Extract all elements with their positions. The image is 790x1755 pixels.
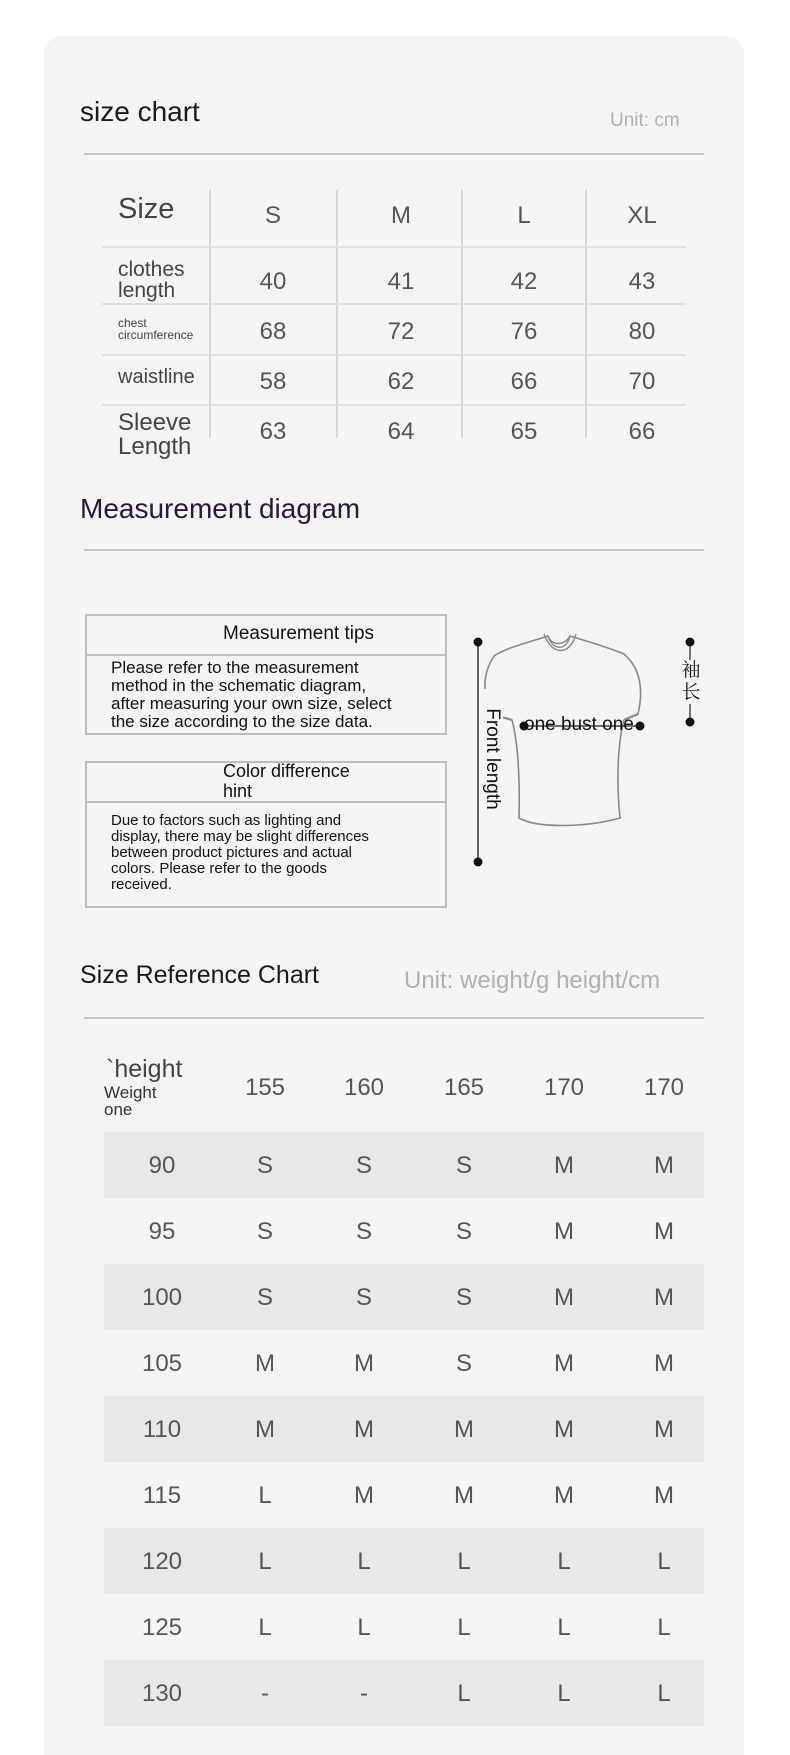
size-cell: S <box>256 1152 273 1179</box>
tip-line: the size according to the size data. <box>111 712 373 731</box>
size-cell: S <box>455 1152 472 1179</box>
size-cell: M <box>654 1482 674 1509</box>
row-label-sleeve-length <box>118 411 191 459</box>
corner-weight-line: Weight <box>104 1083 157 1102</box>
size-cell: M <box>255 1350 275 1377</box>
size-cell: L <box>258 1548 272 1575</box>
height-header: 160 <box>343 1074 385 1101</box>
weight-cell: 125 <box>141 1614 183 1641</box>
row-label-line: Length <box>118 433 192 460</box>
table-cell: 70 <box>628 368 656 395</box>
row-label-line: circumference <box>118 328 194 342</box>
size-column-header: Size <box>118 193 175 225</box>
grid-line <box>461 190 463 438</box>
table-cell: 43 <box>628 268 656 295</box>
grid-line <box>336 190 338 438</box>
table-cell: 72 <box>387 318 415 345</box>
size-cell: S <box>355 1218 372 1245</box>
size-cell: L <box>357 1614 371 1641</box>
size-cell: L <box>557 1614 571 1641</box>
tip-line: Please refer to the measurement <box>111 658 359 677</box>
weight-cell: 120 <box>141 1548 183 1575</box>
table-cell: 68 <box>259 318 287 345</box>
size-cell: S <box>455 1284 472 1311</box>
measurement-tips-text <box>111 659 392 731</box>
row-label-line: length <box>118 279 176 302</box>
grid-line <box>209 190 211 438</box>
corner-weight-line: one <box>104 1100 133 1119</box>
size-cell: L <box>457 1548 471 1575</box>
table-cell: 63 <box>259 418 287 445</box>
hint-line: Due to factors such as lighting and <box>111 812 342 829</box>
size-chart-divider <box>84 153 704 155</box>
tips-separator <box>85 654 447 656</box>
size-cell: M <box>554 1152 574 1179</box>
size-cell: L <box>657 1548 671 1575</box>
row-label-line: Sleeve <box>118 409 192 436</box>
size-cell: M <box>554 1284 574 1311</box>
size-cell: S <box>455 1350 472 1377</box>
table-cell: 40 <box>259 268 287 295</box>
hint-line: display, there may be slight differences <box>111 828 369 845</box>
height-header: 165 <box>443 1074 485 1101</box>
size-chart-unit: Unit: cm <box>610 110 680 131</box>
size-cell: L <box>657 1680 671 1707</box>
size-cell: M <box>654 1218 674 1245</box>
size-cell: L <box>557 1548 571 1575</box>
size-cell: L <box>457 1680 471 1707</box>
size-cell: L <box>457 1614 471 1641</box>
size-cell: L <box>557 1680 571 1707</box>
size-cell: M <box>654 1416 674 1443</box>
size-cell: S <box>355 1284 372 1311</box>
corner-height-label: `height <box>106 1055 183 1083</box>
size-cell: - <box>360 1680 368 1707</box>
weight-cell: 130 <box>141 1680 183 1707</box>
table-cell: 42 <box>510 268 538 295</box>
height-header: 170 <box>643 1074 685 1101</box>
reference-chart-unit: Unit: weight/g height/cm <box>404 967 661 994</box>
size-cell: M <box>354 1350 374 1377</box>
size-header-xl: XL <box>627 202 657 229</box>
weight-cell: 100 <box>141 1284 183 1311</box>
weight-cell: 90 <box>148 1152 176 1179</box>
hint-line: colors. Please refer to the goods <box>111 860 327 877</box>
table-cell: 66 <box>510 368 538 395</box>
size-cell: M <box>554 1482 574 1509</box>
measurement-tips-title: Measurement tips <box>223 623 375 644</box>
size-cell: S <box>256 1218 273 1245</box>
front-length-label: Front length <box>481 689 503 829</box>
reference-chart-divider <box>84 1017 704 1019</box>
size-cell: M <box>554 1416 574 1443</box>
size-cell: - <box>261 1680 269 1707</box>
size-cell: M <box>454 1416 474 1443</box>
size-cell: M <box>554 1350 574 1377</box>
size-cell: L <box>657 1614 671 1641</box>
height-header: 155 <box>244 1074 286 1101</box>
size-cell: S <box>256 1284 273 1311</box>
weight-cell: 105 <box>141 1350 183 1377</box>
bust-label: one bust one <box>524 714 634 735</box>
table-cell: 64 <box>387 418 415 445</box>
table-cell: 65 <box>510 418 538 445</box>
weight-cell: 110 <box>142 1416 182 1443</box>
hint-title-line: Color difference <box>223 761 350 781</box>
grid-line <box>102 354 686 356</box>
size-cell: M <box>354 1416 374 1443</box>
grid-line <box>102 246 686 248</box>
size-cell: L <box>258 1482 272 1509</box>
size-chart-title: size chart <box>80 96 200 127</box>
hint-line: between product pictures and actual <box>111 844 352 861</box>
table-cell: 76 <box>510 318 538 345</box>
size-cell: M <box>654 1284 674 1311</box>
tip-line: method in the schematic diagram, <box>111 676 367 695</box>
table-cell: 66 <box>628 418 656 445</box>
color-hint-text <box>111 813 369 893</box>
size-cell: M <box>255 1416 275 1443</box>
weight-cell: 115 <box>142 1482 182 1509</box>
measurement-divider <box>84 549 704 551</box>
sleeve-label: 袖长 <box>681 660 701 703</box>
size-cell: M <box>354 1482 374 1509</box>
table-cell: 62 <box>387 368 415 395</box>
table-cell: 80 <box>628 318 656 345</box>
grid-line <box>102 404 686 406</box>
grid-line <box>585 190 587 438</box>
size-cell: L <box>258 1614 272 1641</box>
hint-title-line: hint <box>223 781 253 801</box>
row-label-chest <box>118 317 193 341</box>
color-hint-title <box>223 761 350 801</box>
row-label-line: waistline <box>118 366 195 388</box>
size-cell: M <box>654 1152 674 1179</box>
size-header-s: S <box>264 202 281 229</box>
size-cell: L <box>357 1548 371 1575</box>
size-header-m: M <box>391 202 411 229</box>
weight-cell: 95 <box>148 1218 176 1245</box>
size-cell: M <box>454 1482 474 1509</box>
height-header: 170 <box>543 1074 585 1101</box>
row-label-waistline <box>118 367 195 387</box>
size-cell: M <box>654 1350 674 1377</box>
size-header-l: L <box>517 202 531 229</box>
size-cell: S <box>355 1152 372 1179</box>
hint-line: received. <box>111 876 172 893</box>
tips-separator <box>85 801 447 803</box>
table-cell: 58 <box>259 368 287 395</box>
row-label-line: clothes <box>118 258 185 281</box>
reference-chart-title: Size Reference Chart <box>80 961 320 989</box>
table-cell: 41 <box>387 268 415 295</box>
corner-weight-label <box>104 1084 157 1118</box>
row-label-clothes-length <box>118 259 185 301</box>
tip-line: after measuring your own size, select <box>111 694 392 713</box>
measurement-title: Measurement diagram <box>80 493 361 524</box>
grid-line <box>102 303 686 305</box>
size-cell: M <box>554 1218 574 1245</box>
row-label-line: chest <box>118 316 147 330</box>
size-cell: S <box>455 1218 472 1245</box>
